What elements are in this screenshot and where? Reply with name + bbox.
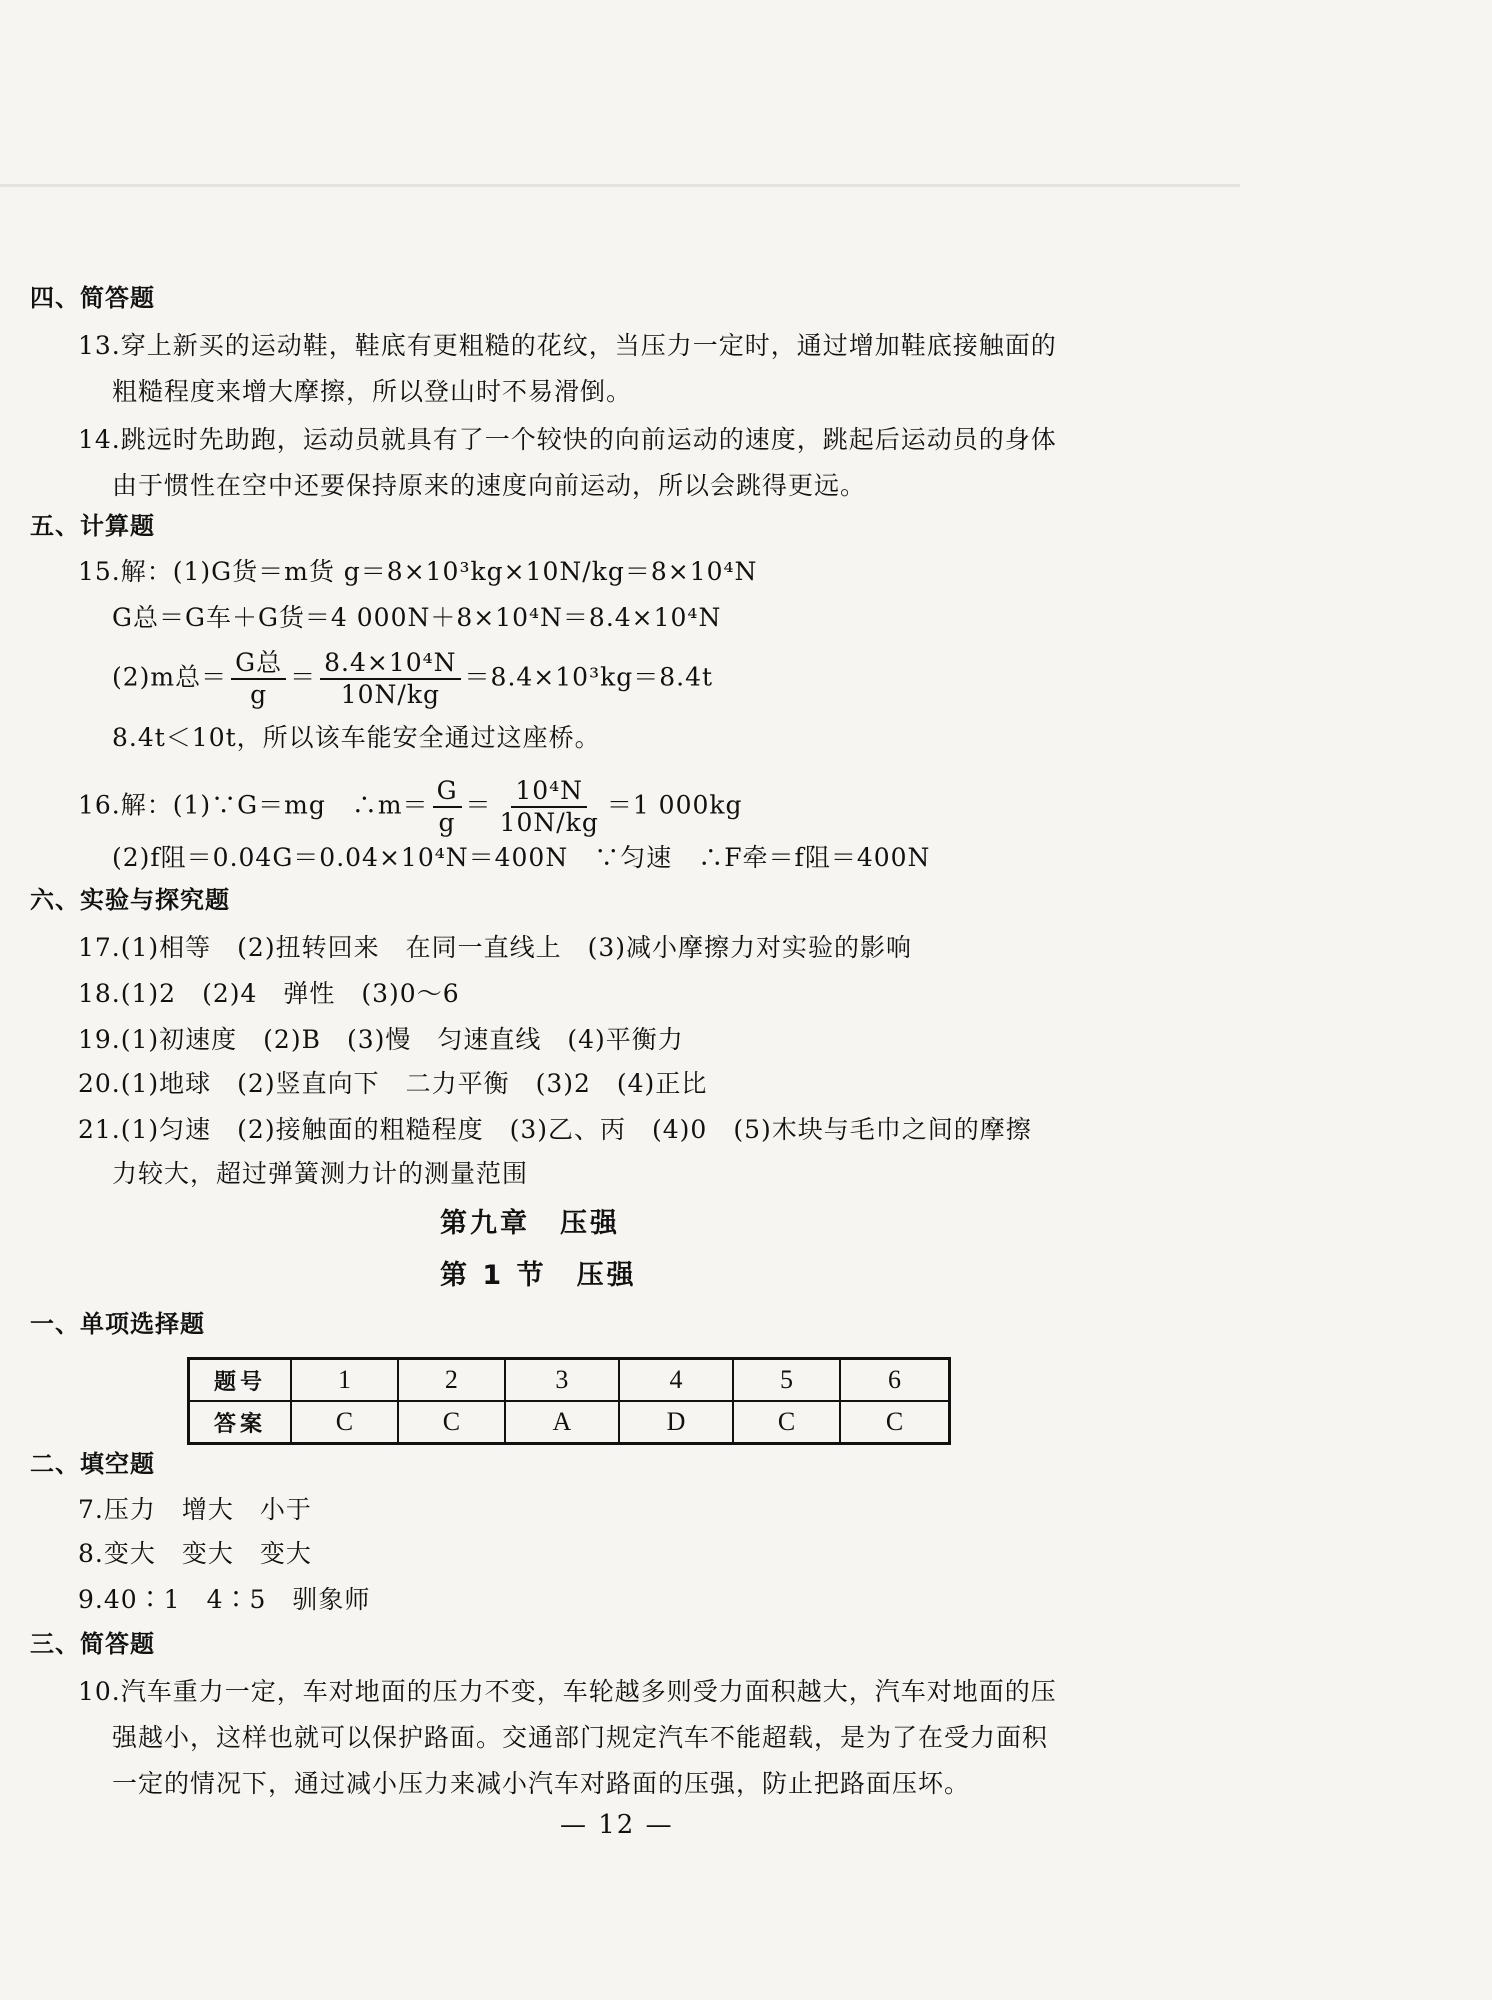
table-cell-number: 2 — [398, 1359, 505, 1402]
fraction-numerator: G总 — [231, 648, 286, 680]
q9-answer: 9.40∶1 4∶5 驯象师 — [78, 1585, 371, 1614]
table-row-numbers — [189, 1359, 950, 1402]
q16-mass-result: ＝1 000kg — [606, 790, 743, 820]
table-cell-number: 6 — [840, 1359, 949, 1402]
q10-line1: 10.汽车重力一定，车对地面的压力不变，车轮越多则受力面积越大，汽车对地面的压 — [78, 1677, 1057, 1706]
q15-fraction-2 — [320, 648, 460, 710]
section-heading-short-answer-2: 三、简答题 — [30, 1630, 155, 1658]
q21-line2: 力较大，超过弹簧测力计的测量范围 — [112, 1159, 529, 1188]
chapter-title: 第九章 压强 — [440, 1208, 620, 1239]
table-cell-answer: C — [291, 1401, 398, 1444]
table-cell-number: 1 — [291, 1359, 398, 1402]
q17-answer: 17.(1)相等 (2)扭转回来 在同一直线上 (3)减小摩擦力对实验的影响 — [78, 933, 912, 962]
table-cell-answer: C — [733, 1401, 840, 1444]
fraction-numerator: 10⁴N — [511, 776, 587, 808]
equals-sign: ＝ — [290, 662, 317, 692]
fraction-denominator: 10N/kg — [499, 808, 599, 837]
table-cell-number: 3 — [505, 1359, 619, 1402]
scan-smudge — [0, 184, 1240, 187]
q15-mass-result: ＝8.4×10³kg＝8.4t — [464, 662, 714, 692]
q15-mass-label: (2)m总＝ — [112, 662, 228, 692]
table-label-number: 题号 — [189, 1359, 292, 1402]
q16-formula: 16.解：(1)∵G＝mg ∴m＝ — [78, 790, 429, 820]
q15-fraction-1 — [231, 648, 286, 710]
q7-answer: 7.压力 增大 小于 — [78, 1495, 312, 1524]
q14-line1: 14.跳远时先助跑，运动员就具有了一个较快的向前运动的速度，跳起后运动员的身体 — [78, 425, 1057, 454]
answer-table — [187, 1357, 951, 1445]
q13-line1: 13.穿上新买的运动鞋，鞋底有更粗糙的花纹，当压力一定时，通过增加鞋底接触面的 — [78, 331, 1057, 360]
table-row-answers — [189, 1401, 950, 1444]
table-cell-number: 4 — [619, 1359, 733, 1402]
section-heading-calculation: 五、计算题 — [30, 512, 155, 540]
q13-line2: 粗糙程度来增大摩擦，所以登山时不易滑倒。 — [112, 377, 633, 406]
table-cell-answer: C — [398, 1401, 505, 1444]
section-heading-experiment: 六、实验与探究题 — [30, 886, 230, 914]
q16-fraction-1 — [433, 776, 462, 838]
q16-fraction-2 — [496, 776, 603, 838]
q10-line2: 强越小，这样也就可以保护路面。交通部门规定汽车不能超载，是为了在受力面积 — [112, 1723, 1049, 1752]
fraction-numerator: 8.4×10⁴N — [320, 648, 460, 680]
q16-line2: (2)f阻＝0.04G＝0.04×10⁴N＝400N ∵匀速 ∴F牵＝f阻＝400N — [112, 843, 931, 872]
table-cell-answer: D — [619, 1401, 733, 1444]
q20-answer: 20.(1)地球 (2)竖直向下 二力平衡 (3)2 (4)正比 — [78, 1069, 708, 1098]
q21-line1: 21.(1)匀速 (2)接触面的粗糙程度 (3)乙、丙 (4)0 (5)木块与毛巾之间的摩擦 — [78, 1115, 1032, 1144]
section-title: 第 1 节 压强 — [440, 1260, 637, 1291]
table-cell-number: 5 — [733, 1359, 840, 1402]
q18-answer: 18.(1)2 (2)4 弹性 (3)0～6 — [78, 979, 460, 1008]
q16-line1 — [78, 776, 743, 838]
q15-line2: G总＝G车＋G货＝4 000N＋8×10⁴N＝8.4×10⁴N — [112, 603, 722, 632]
table-cell-answer: C — [840, 1401, 949, 1444]
fraction-denominator: 10N/kg — [340, 680, 440, 709]
section-heading-fill-blank: 二、填空题 — [30, 1450, 155, 1478]
q15-line3 — [112, 648, 713, 710]
fraction-numerator: G — [433, 776, 462, 808]
table-label-answer: 答案 — [189, 1401, 292, 1444]
section-heading-single-choice: 一、单项选择题 — [30, 1310, 205, 1338]
page-number: — 12 — — [560, 1810, 674, 1840]
fraction-denominator: g — [250, 680, 268, 709]
section-heading-short-answer: 四、简答题 — [30, 284, 155, 312]
fraction-denominator: g — [438, 808, 456, 837]
q10-line3: 一定的情况下，通过减小压力来减小汽车对路面的压强，防止把路面压坏。 — [112, 1769, 971, 1798]
q19-answer: 19.(1)初速度 (2)B (3)慢 匀速直线 (4)平衡力 — [78, 1025, 684, 1054]
q8-answer: 8.变大 变大 变大 — [78, 1539, 312, 1568]
q15-line1: 15.解：(1)G货＝m货 g＝8×10³kg×10N/kg＝8×10⁴N — [78, 557, 758, 586]
table-cell-answer: A — [505, 1401, 619, 1444]
q14-line2: 由于惯性在空中还要保持原来的速度向前运动，所以会跳得更远。 — [112, 471, 867, 500]
equals-sign: ＝ — [465, 790, 492, 820]
q15-line4: 8.4t＜10t，所以该车能安全通过这座桥。 — [112, 723, 601, 752]
